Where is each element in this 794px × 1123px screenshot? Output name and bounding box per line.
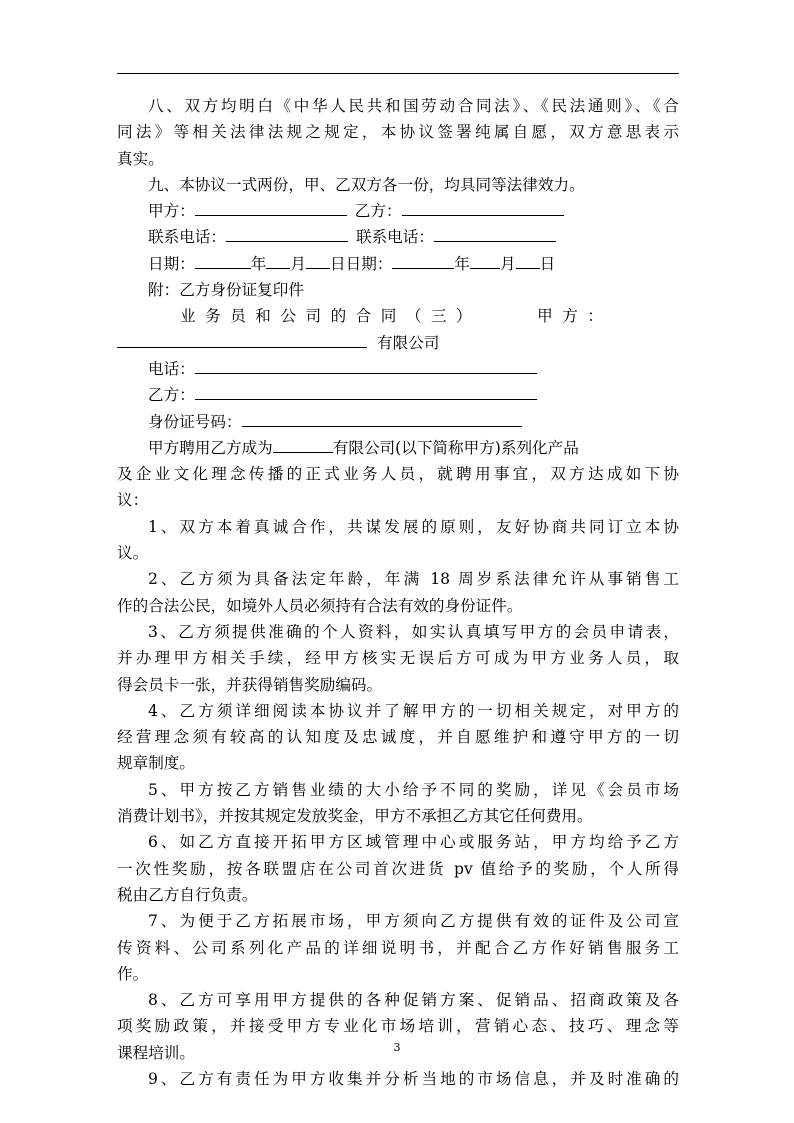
date-a-label: 日期： bbox=[148, 254, 195, 273]
phone-line bbox=[117, 356, 679, 382]
party-b-line bbox=[117, 382, 679, 408]
clause-6-line-3: 税由乙方自行负责。 bbox=[117, 885, 258, 904]
company-short-blank[interactable] bbox=[273, 435, 333, 453]
contract-3-heading-line bbox=[117, 303, 679, 329]
party-a-label: 甲方： bbox=[148, 202, 195, 221]
date-b-label: 日期： bbox=[345, 254, 393, 273]
year-a-blank[interactable] bbox=[195, 251, 251, 269]
clause-8-line-2: 同法》等相关法律法规之规定，本协议签署纯属自愿，双方意思表示 bbox=[117, 123, 679, 142]
clause-3-line-1: 3、乙方须提供准确的个人资料，如实认真填写甲方的会员申请表， bbox=[148, 622, 679, 641]
clause-8b-line-2: 项奖励政策，并接受甲方专业化市场培训，营销心态、技巧、理念等 bbox=[117, 1017, 679, 1036]
year-b-blank[interactable] bbox=[392, 251, 454, 269]
intro-pre: 甲方聘用乙方成为 bbox=[148, 438, 273, 457]
clause-4-line-3: 规章制度。 bbox=[117, 754, 195, 773]
signature-parties bbox=[117, 198, 679, 224]
party-a-blank[interactable] bbox=[195, 198, 347, 216]
year-a-label: 年 bbox=[250, 254, 267, 273]
phone-label: 电话： bbox=[148, 359, 195, 378]
contract-3-title: 业务员和公司的合同（三） bbox=[180, 307, 482, 326]
clause-8-line-1: 八、双方均明白《中华人民共和国劳动合同法》、《民法通则》、《合 bbox=[148, 97, 679, 115]
day-b-blank[interactable] bbox=[516, 251, 540, 269]
clause-7-line-1: 7、为便于乙方拓展市场，甲方须向乙方提供有效的证件及公司宣 bbox=[148, 912, 679, 931]
clause-3-line-3: 得会员卡一张，并获得销售奖励编码。 bbox=[117, 675, 383, 694]
contract-3-party-b-blank[interactable] bbox=[195, 382, 537, 400]
clause-5-line-2: 消费计划书》，并按其规定发放奖金，甲方不承担乙方其它任何费用。 bbox=[117, 807, 593, 826]
signature-dates bbox=[117, 251, 679, 277]
attachment-note: 附：乙方身份证复印件 bbox=[148, 281, 304, 300]
clause-4-line-2: 经营理念须有较高的认知度及忠诚度，并自愿维护和遵守甲方的一切 bbox=[117, 728, 679, 747]
document-body bbox=[117, 93, 679, 1092]
intro-line-2: 及企业文化理念传播的正式业务人员，就聘用事宜，双方达成如下协 bbox=[117, 465, 679, 484]
contract-3-party-b-label: 乙方： bbox=[148, 386, 195, 405]
header-rule bbox=[117, 73, 679, 74]
signature-phones bbox=[117, 224, 679, 250]
clause-2-line-2: 作的合法公民，如境外人员必须持有合法有效的身份证件。 bbox=[117, 596, 523, 615]
intro-post: 有限公司(以下简称甲方)系列化产品 bbox=[332, 438, 579, 457]
phone-b-label: 联系电话： bbox=[355, 228, 434, 247]
clause-6-line-2: 一次性奖励，按各联盟店在公司首次进货 pv 值给予的奖励，个人所得 bbox=[117, 859, 679, 878]
id-number-line bbox=[117, 409, 679, 435]
clause-9b-line-1: 9、乙方有责任为甲方收集并分析当地的市场信息，并及时准确的 bbox=[148, 1069, 679, 1088]
intro-line-3: 议： bbox=[117, 491, 149, 510]
month-a-label: 月 bbox=[290, 254, 307, 273]
month-a-blank[interactable] bbox=[266, 251, 290, 269]
month-b-blank[interactable] bbox=[470, 251, 500, 269]
day-b-label: 日 bbox=[539, 254, 556, 273]
page-number: 3 bbox=[393, 1041, 401, 1054]
clause-5-line-1: 5、甲方按乙方销售业绩的大小给予不同的奖励，详见《会员市场 bbox=[148, 780, 679, 799]
phone-a-blank[interactable] bbox=[226, 224, 348, 242]
clause-7-line-3: 作。 bbox=[117, 964, 149, 983]
party-b-blank[interactable] bbox=[402, 198, 564, 216]
year-b-label: 年 bbox=[454, 254, 471, 273]
company-name-line bbox=[117, 330, 679, 356]
clause-9: 九、本协议一式两份，甲、乙双方各一份，均具同等法律效力。 bbox=[148, 175, 585, 194]
clause-8b-line-3: 课程培训。 bbox=[117, 1043, 195, 1062]
day-a-blank[interactable] bbox=[306, 251, 330, 269]
month-b-label: 月 bbox=[500, 254, 516, 273]
id-number-label: 身份证号码： bbox=[148, 412, 242, 431]
company-suffix: 有限公司 bbox=[377, 333, 440, 352]
party-b-label: 乙方： bbox=[354, 202, 402, 221]
phone-a-label: 联系电话： bbox=[148, 228, 226, 247]
clause-1-line-2: 议。 bbox=[117, 544, 149, 563]
clause-4-line-1: 4、乙方须详细阅读本协议并了解甲方的一切相关规定，对甲方的 bbox=[148, 701, 679, 720]
clause-2-line-1: 2、乙方须为具备法定年龄，年满 18 周岁系法律允许从事销售工 bbox=[148, 570, 679, 589]
id-number-blank[interactable] bbox=[242, 409, 522, 427]
day-date-b-label bbox=[330, 255, 392, 273]
day-a-label: 日 bbox=[330, 254, 346, 273]
clause-1-line-1: 1、双方本着真诚合作，共谋发展的原则，友好协商共同订立本协 bbox=[148, 517, 679, 536]
intro-line-1 bbox=[117, 435, 679, 461]
clause-8b-line-1: 8、乙方可享用甲方提供的各种促销方案、促销品、招商政策及各 bbox=[148, 991, 679, 1010]
clause-6-line-1: 6、如乙方直接开拓甲方区域管理中心或服务站，甲方均给予乙方 bbox=[148, 833, 679, 852]
contract-3-party-a-label: 甲方： bbox=[537, 307, 613, 326]
clause-3-line-2: 并办理甲方相关手续，经甲方核实无误后方可成为甲方业务人员，取 bbox=[117, 649, 679, 668]
phone-b-blank[interactable] bbox=[434, 224, 556, 242]
phone-blank[interactable] bbox=[195, 356, 537, 374]
clause-8-line-3: 真实。 bbox=[117, 149, 164, 168]
clause-7-line-2: 传资料、公司系列化产品的详细说明书，并配合乙方作好销售服务工 bbox=[117, 938, 679, 957]
company-name-blank[interactable] bbox=[117, 330, 367, 348]
